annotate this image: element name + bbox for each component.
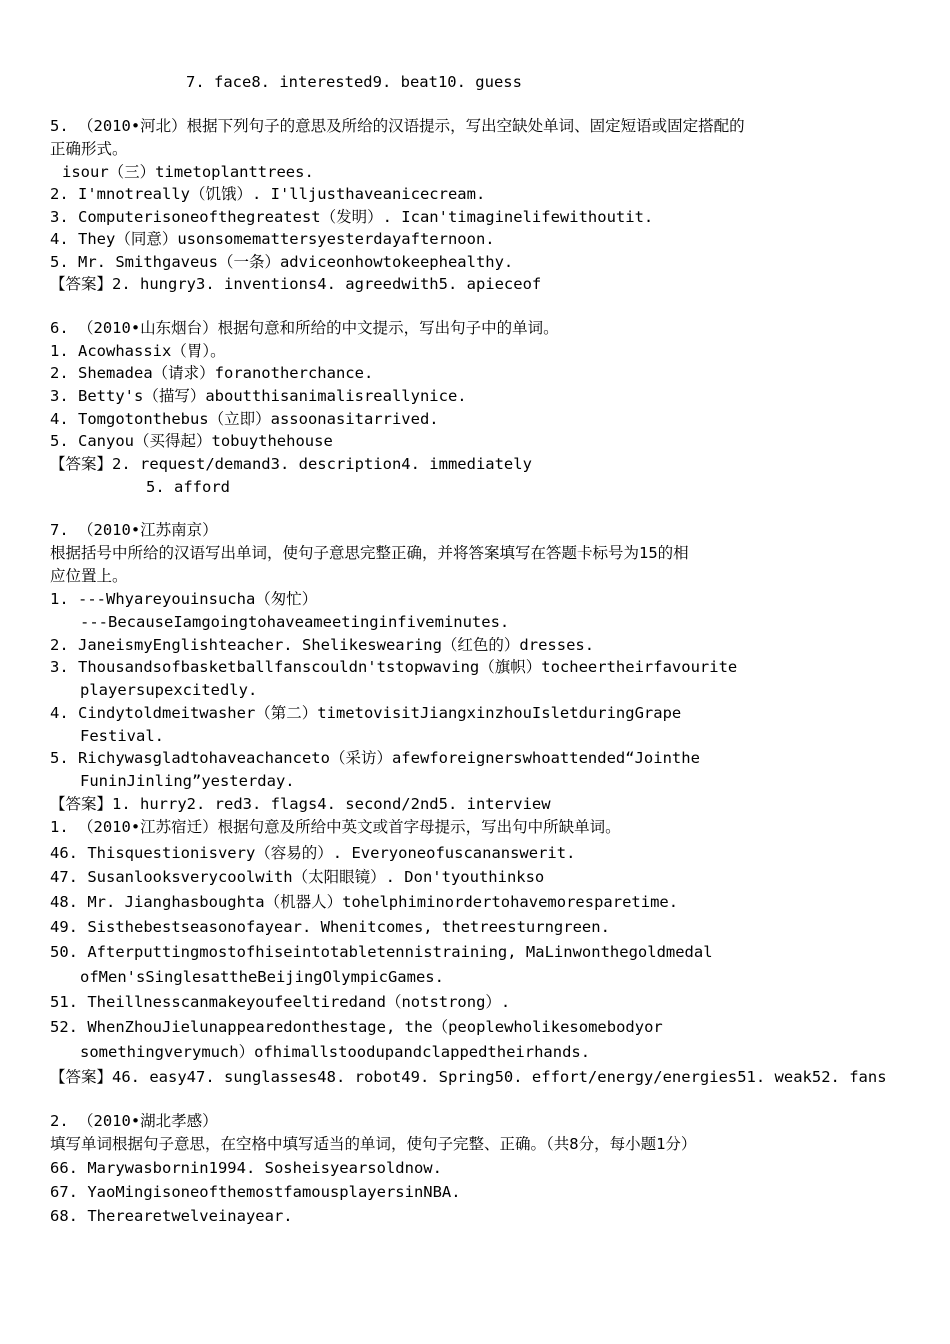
question-line-cont: ---BecauseIamgoingtohaveameetinginfiveminutes. xyxy=(80,613,510,631)
question-line-cont: ofMen'sSinglesattheBeijingOlympicGames. xyxy=(80,968,444,986)
section-1-heading: 1. （2010•江苏宿迁）根据句意及所给中英文或首字母提示，写出句中所缺单词。 xyxy=(50,818,621,836)
answer-line-cont: 5. afford xyxy=(146,478,230,496)
question-line: 51. Theillnesscanmakeyoufeeltiredand（notstrong）. xyxy=(50,993,511,1011)
question-line: 67. YaoMingisoneofthemostfamousplayersinNBA. xyxy=(50,1183,461,1201)
question-line: 50. Afterputtingmostofhiseintotabletennistraining, MaLinwonthegoldmedal xyxy=(50,943,713,961)
section-7-instruction: 根据括号中所给的汉语写出单词，使句子意思完整正确，并将答案填写在答题卡标号为15的相 xyxy=(50,544,689,562)
question-line: 3. Computerisoneofthegreatest（发明）. Ican'timaginelifewithoutit. xyxy=(50,208,654,226)
question-line-cont: FuninJinling”yesterday. xyxy=(80,772,295,790)
question-line: 1. Acowhassix（胃）。 xyxy=(50,342,226,360)
question-line: 48. Mr. Jianghasboughta（机器人）tohelphiminordertohavemoresparetime. xyxy=(50,893,679,911)
question-line: 2. Shemadea（请求）foranotherchance. xyxy=(50,364,374,382)
question-line: isour（三）timetoplanttrees. xyxy=(62,163,314,181)
question-line: 5. Richywasgladtohaveachanceto（采访）afewforeignerswhoattended“Jointhe xyxy=(50,749,700,767)
question-line: 52. WhenZhouJielunappearedonthestage, the（peoplewholikesomebodyor xyxy=(50,1018,663,1036)
question-line: 2. I'mnotreally（饥饿）. I'lljusthaveanicecream. xyxy=(50,185,486,203)
question-line: 47. Susanlooksverycoolwith（太阳眼镜）. Don'tyouthinkso xyxy=(50,868,545,886)
question-line: 3. Betty's（描写）aboutthisanimalisreallynice. xyxy=(50,387,467,405)
answer-line: 【答案】46. easy47. sunglasses48. robot49. Spring50. effort/energy/energies51. weak52. fans xyxy=(50,1068,887,1086)
question-line: 66. Marywasbornin1994. Sosheisyearsoldnow. xyxy=(50,1159,442,1177)
answer-line: 【答案】2. request/demand3. description4. immediately xyxy=(50,455,532,473)
question-line-cont: Festival. xyxy=(80,727,164,745)
question-line: 68. Therearetwelveinayear. xyxy=(50,1207,293,1225)
question-line: 49. Sisthebestseasonofayear. Whenitcomes, thetreesturngreen. xyxy=(50,918,610,936)
question-line: 5. Mr. Smithgaveus（一条）adviceonhowtokeephealthy. xyxy=(50,253,514,271)
question-line: 3. Thousandsofbasketballfanscouldn'tstopwaving（旗帜）tocheertheirfavourite xyxy=(50,658,738,676)
question-line: 5. Canyou（买得起）tobuythehouse xyxy=(50,432,333,450)
section-2-instruction: 填写单词根据句子意思，在空格中填写适当的单词，使句子完整、正确。（共8分，每小题1分） xyxy=(50,1135,697,1153)
answer-line: 【答案】1. hurry2. red3. flags4. second/2nd5. interview xyxy=(50,795,551,813)
section-5-heading: 5. （2010•河北）根据下列句子的意思及所给的汉语提示，写出空缺处单词、固定短语或固定搭配的 xyxy=(50,117,745,135)
answer-line-prev: 7. face8. interested9. beat10. guess xyxy=(186,73,522,91)
section-5-heading-cont: 正确形式。 xyxy=(50,140,128,158)
section-6-heading: 6. （2010•山东烟台）根据句意和所给的中文提示，写出句子中的单词。 xyxy=(50,319,559,337)
question-line: 46. Thisquestionisvery（容易的）. Everyoneofuscananswerit. xyxy=(50,844,576,862)
section-7-instruction-cont: 应位置上。 xyxy=(50,567,128,585)
question-line: 4. Tomgotonthebus（立即）assoonasitarrived. xyxy=(50,410,439,428)
answer-line: 【答案】2. hungry3. inventions4. agreedwith5. apieceof xyxy=(50,275,542,293)
section-2-heading: 2. （2010•湖北孝感） xyxy=(50,1112,218,1130)
section-7-heading: 7. （2010•江苏南京） xyxy=(50,521,218,539)
question-line-cont: playersupexcitedly. xyxy=(80,681,258,699)
question-line: 4. Cindytoldmeitwasher（第二）timetovisitJiangxinzhouIsletduringGrape xyxy=(50,704,682,722)
question-line: 4. They（同意）usonsomemattersyesterdayafternoon. xyxy=(50,230,495,248)
question-line-cont: somethingverymuch）ofhimallstoodupandclappedtheirhands. xyxy=(80,1043,591,1061)
question-line: 2. JaneismyEnglishteacher. Shelikeswearing（红色的）dresses. xyxy=(50,636,595,654)
question-line: 1. ---Whyareyouinsucha（匆忙） xyxy=(50,590,318,608)
